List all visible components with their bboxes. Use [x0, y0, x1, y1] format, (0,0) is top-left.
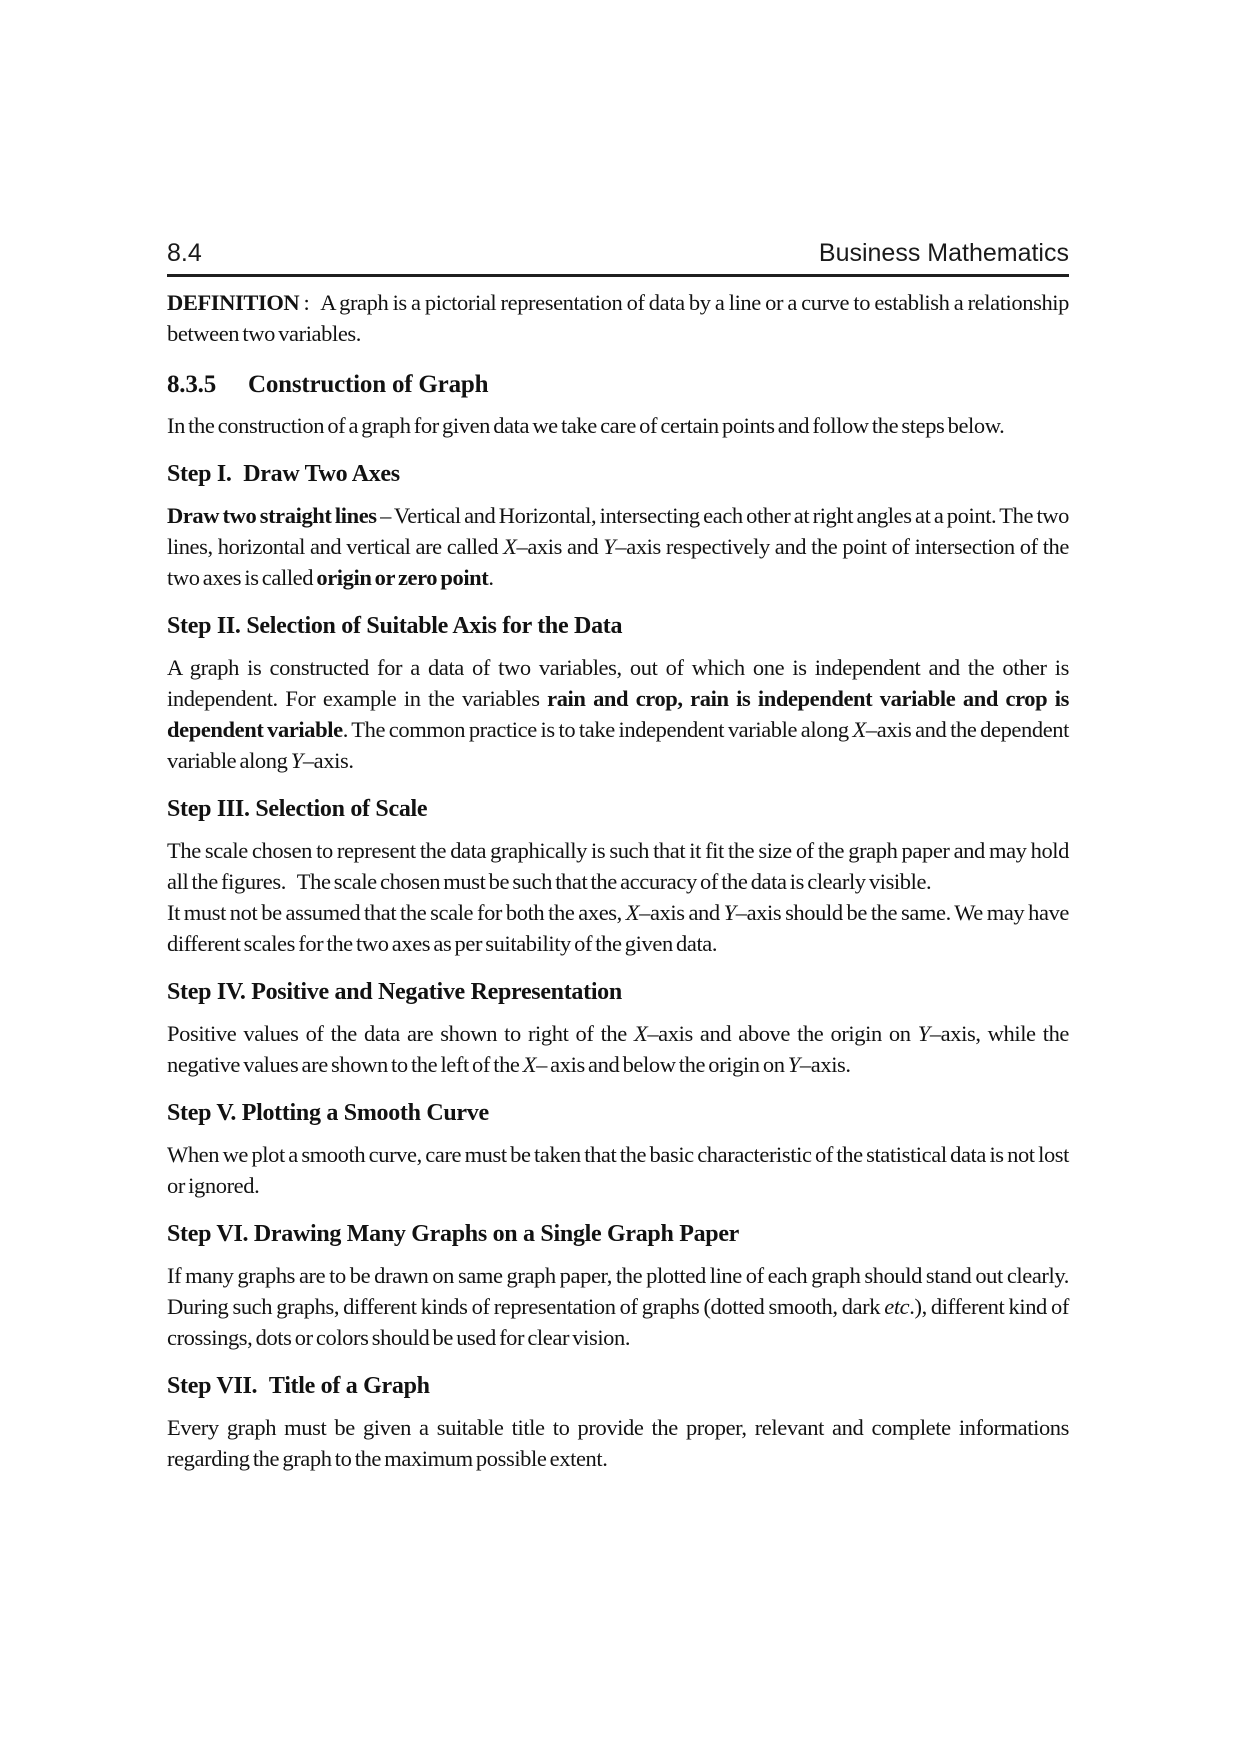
text-run: Y — [603, 534, 616, 560]
text-run: –axis. — [302, 748, 354, 774]
step-heading — [167, 1219, 1069, 1250]
text-run: – axis and below the origin on — [536, 1052, 788, 1078]
text-run: Step VII. Title of a Graph — [167, 1373, 430, 1400]
text-run: –axis and the dependent variable along — [167, 717, 1069, 774]
text-run: –axis and — [516, 534, 604, 560]
paragraph — [167, 652, 1069, 776]
step-heading — [167, 459, 1069, 490]
text-run: Step II. Selection of Suitable Axis for the Data — [167, 613, 623, 640]
text-run: etc — [884, 1294, 910, 1320]
text-run: Positive values of the data are shown to right of the — [167, 1021, 634, 1047]
text-run: Step III. Selection of Scale — [167, 796, 428, 823]
text-run: –axis respectively and the point of intersection of the two axes is called — [167, 534, 1069, 591]
text-run: Step I. Draw Two Axes — [167, 461, 400, 488]
text-run: Step IV. Positive and Negative Representation — [167, 979, 622, 1006]
text-run: . The common practice is to take independent variable along — [342, 717, 853, 743]
section-number: 8.3.5 — [167, 371, 217, 399]
text-run: X — [625, 900, 640, 926]
paragraph — [167, 1412, 1069, 1474]
text-run: Step VI. Drawing Many Graphs on a Single Graph Paper — [167, 1221, 740, 1248]
paragraph — [167, 1018, 1069, 1080]
section-title: Construction of Graph — [248, 371, 489, 399]
page-number: 8.4 — [167, 239, 202, 267]
paragraph — [167, 500, 1069, 593]
step-heading — [167, 1098, 1069, 1129]
text-run: –axis and — [639, 900, 724, 926]
running-header — [167, 240, 1069, 277]
text-run: Y — [917, 1021, 930, 1047]
paragraph — [167, 410, 1069, 441]
text-run: –axis and above the origin on — [647, 1021, 918, 1047]
text-run: X — [852, 717, 866, 743]
text-run: DEFINITION — [167, 290, 300, 316]
text-run: : A graph is a pictorial representation of data by a line or a curve to establish a relationship between two variables. — [167, 290, 1069, 347]
text-run: The scale chosen to represent the data graphically is such that it fit the size of the graph paper and may hold all the figures. The scale chosen must be such that the accuracy of the data is clearly visible. — [167, 838, 1069, 895]
step-heading — [167, 1371, 1069, 1402]
text-run: –axis. — [799, 1052, 851, 1078]
text-run: In the construction of a graph for given data we take care of certain points and follow the steps below. — [167, 413, 1005, 439]
text-run: Y — [787, 1052, 800, 1078]
text-run: .), different kind of crossings, dots or colors should be used for clear vision. — [167, 1294, 1069, 1351]
paragraph — [167, 835, 1069, 897]
text-run: If many graphs are to be drawn on same graph paper, the plotted line of each graph should stand out clearly. During such graphs, different kinds of representation of graphs (dotted smooth, dark — [167, 1263, 1069, 1320]
text-run: origin or zero point — [316, 565, 489, 591]
step-heading — [167, 977, 1069, 1008]
text-run: X — [633, 1021, 648, 1047]
book-title: Business Mathematics — [818, 239, 1069, 267]
text-run: –axis, while the negative values are shown to the left of the — [167, 1021, 1070, 1078]
text-run: Draw two straight lines — [167, 503, 377, 529]
text-run: Step V. Plotting a Smooth Curve — [167, 1100, 489, 1127]
text-run: Y — [723, 900, 736, 926]
section-heading — [167, 369, 1069, 400]
paragraph — [167, 287, 1069, 349]
step-heading — [167, 794, 1069, 825]
text-run: X — [522, 1052, 537, 1078]
text-run: It must not be assumed that the scale for both the axes, — [167, 900, 626, 926]
step-heading — [167, 611, 1069, 642]
text-run: X — [503, 534, 517, 560]
text-run: Every graph must be given a suitable title to provide the proper, relevant and complete informations regarding the graph to the maximum possible extent. — [167, 1415, 1069, 1472]
text-run: rain and crop, rain is independent variable and crop is dependent variable — [167, 686, 1069, 743]
text-run: A graph is constructed for a data of two variables, out of which one is independent and the other is independent. For example in the variables — [167, 655, 1069, 712]
content-blocks — [167, 287, 1069, 1474]
paragraph — [167, 897, 1069, 959]
paragraph — [167, 1139, 1069, 1201]
text-run: – Vertical and Horizontal, intersecting each other at right angles at a point. The two lines, horizontal and vertical are called — [167, 503, 1069, 560]
text-run: –axis should be the same. We may have different scales for the two axes as per suitability of the given data. — [167, 900, 1070, 957]
text-run: . — [488, 565, 494, 591]
paragraph — [167, 1260, 1069, 1353]
text-run: When we plot a smooth curve, care must be taken that the basic characteristic of the statistical data is not lost or ignored. — [167, 1142, 1069, 1199]
text-run: Y — [290, 748, 303, 774]
